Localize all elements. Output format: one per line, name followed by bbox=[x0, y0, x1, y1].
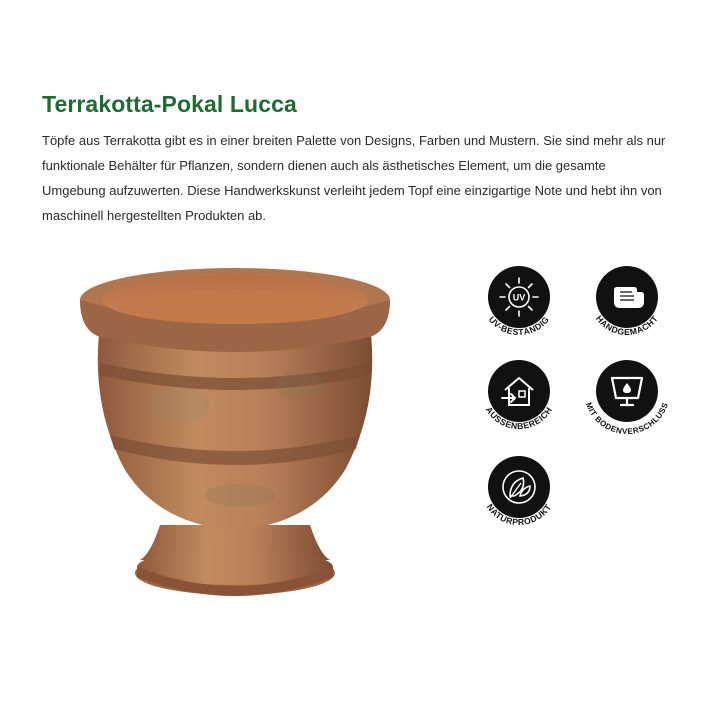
feature-natural bbox=[464, 448, 574, 558]
feature-label: MIT BODENVERSCHLUSS bbox=[583, 401, 671, 437]
svg-text:MIT BODENVERSCHLUSS bbox=[584, 401, 670, 436]
feature-drain bbox=[572, 352, 682, 462]
feature-label: AUSSENBEREICH bbox=[483, 404, 555, 432]
terracotta-pot-image bbox=[70, 255, 400, 610]
feature-label: UV-BESTÄNDIG bbox=[486, 314, 552, 338]
svg-text:AUSSENBEREICH bbox=[484, 405, 554, 431]
page-title: Terrakotta-Pokal Lucca bbox=[42, 91, 297, 118]
product-description: Töpfe aus Terrakotta gibt es in einer breiten Palette von Designs, Farben und Mustern. Sie sind mehr als nur funktionale Behälter für Pflanzen, sondern dienen auch als ästhetisches Element, um die gesamte Umgebung aufzuwerten. Diese Handwerkskunst verleiht jedem Topf eine einzigartige Note und hebt ihn von maschinell hergestellten Produkten ab. bbox=[42, 133, 666, 223]
svg-text:UV-BESTÄNDIG bbox=[487, 314, 551, 337]
feature-label: NATURPRODUKT bbox=[484, 501, 554, 528]
svg-text:NATURPRODUKT bbox=[485, 502, 554, 527]
feature-outdoor bbox=[464, 352, 574, 462]
feature-label: HANDGEMACHT bbox=[593, 313, 661, 338]
svg-text:HANDGEMACHT bbox=[594, 313, 660, 337]
uv-badge: UV bbox=[512, 292, 526, 303]
